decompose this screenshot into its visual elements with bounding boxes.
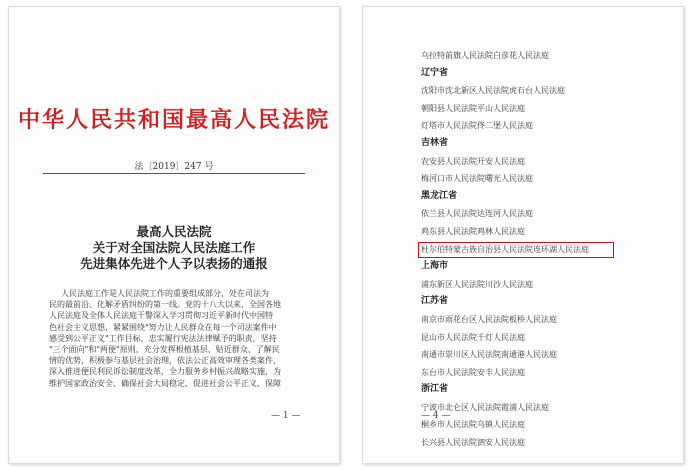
page-number: — 4 — <box>421 411 451 421</box>
court-entry: 灯塔市人民法院佟二堡人民法庭 <box>421 121 533 131</box>
notice-title-line-3: 先进集体先进个人予以表扬的通报 <box>80 256 268 271</box>
notice-body <box>49 288 309 389</box>
court-list <box>421 47 671 452</box>
province-heading: 辽宁省 <box>421 67 449 78</box>
court-entry: 农安县人民法院开安人民法庭 <box>421 156 525 166</box>
court-entry: 梅河口市人民法院曙光人民法庭 <box>421 174 533 184</box>
court-entry: 浦东新区人民法院川沙人民法庭 <box>421 279 533 289</box>
court-entry: 昆山市人民法院千灯人民法庭 <box>421 332 525 342</box>
court-entry: 宁波市北仑区人民法院霞浦人民法庭 <box>421 402 549 412</box>
province-heading: 吉林省 <box>421 137 449 148</box>
page-number: — 1 — <box>271 411 301 421</box>
court-entry: 桐乡市人民法院乌镇人民法庭 <box>421 420 525 430</box>
red-divider-line <box>43 173 305 174</box>
body-line: "三个面向"和"两便"原则，充分发挥根植基层、贴近群众、了解民 <box>49 344 280 354</box>
document-page-1 <box>8 6 340 464</box>
body-line: 人民法庭及全体人民法庭干警深入学习贯彻习近平新时代中国特 <box>49 311 273 321</box>
highlighted-court-entry: 杜尔伯特蒙古族自治县人民法院连环湖人民法庭 <box>421 241 671 259</box>
court-entry: 鸡东县人民法院鸡林人民法庭 <box>421 226 525 236</box>
document-page-4 <box>362 6 684 464</box>
court-entry: 东台市人民法院安丰人民法庭 <box>421 367 525 377</box>
body-line: 民的最前沿、化解矛盾纠纷的第一线。党的十八大以来，全国各地 <box>49 300 281 310</box>
body-line: 感受到公平正义"工作目标，忠实履行宪法法律赋予的职责，坚持 <box>49 333 277 343</box>
document-number: 法〔2019〕247 号 <box>134 162 214 172</box>
court-entry: 南通市崇川区人民法院南通港人民法庭 <box>421 350 557 360</box>
body-line: 维护国家政治安全、确保社会大局稳定、促进社会公平正义、保障 <box>49 378 281 388</box>
province-heading: 浙江省 <box>421 384 449 395</box>
court-entry: 沈阳市沈北新区人民法院虎石台人民法庭 <box>421 86 565 96</box>
notice-title-line-1: 最高人民法院 <box>136 224 212 239</box>
body-line: 深入推进便民利民诉讼制度改革，全力服务乡村振兴战略实施，为 <box>49 367 281 377</box>
body-line: 色社会主义思想，紧紧围绕"努力让人民群众在每一个司法案件中 <box>49 322 277 332</box>
issuer-heading: 中华人民共和国最高人民法院 <box>17 107 330 133</box>
court-entry: 依兰县人民法院达连河人民法庭 <box>421 209 533 219</box>
notice-title-line-2: 关于对全国法院人民法庭工作 <box>92 240 256 255</box>
court-entry: 乌拉特前旗人民法院白彦花人民法庭 <box>421 51 549 60</box>
province-heading: 黑龙江省 <box>421 190 458 201</box>
body-line: 人民法庭工作是人民法院工作的重要组成部分，处在司法为 <box>61 289 269 298</box>
court-entry: 南京市雨花台区人民法院板桥人民法庭 <box>421 314 557 324</box>
body-line: 情的优势，积极参与基层社会治理，依法公正高效审理各类案件， <box>49 356 281 366</box>
court-entry: 长兴县人民法院泗安人民法庭 <box>421 438 525 448</box>
court-entry: 朝阳县人民法院平山人民法庭 <box>421 103 525 113</box>
province-heading: 上海市 <box>421 261 449 272</box>
province-heading: 江苏省 <box>421 296 449 307</box>
